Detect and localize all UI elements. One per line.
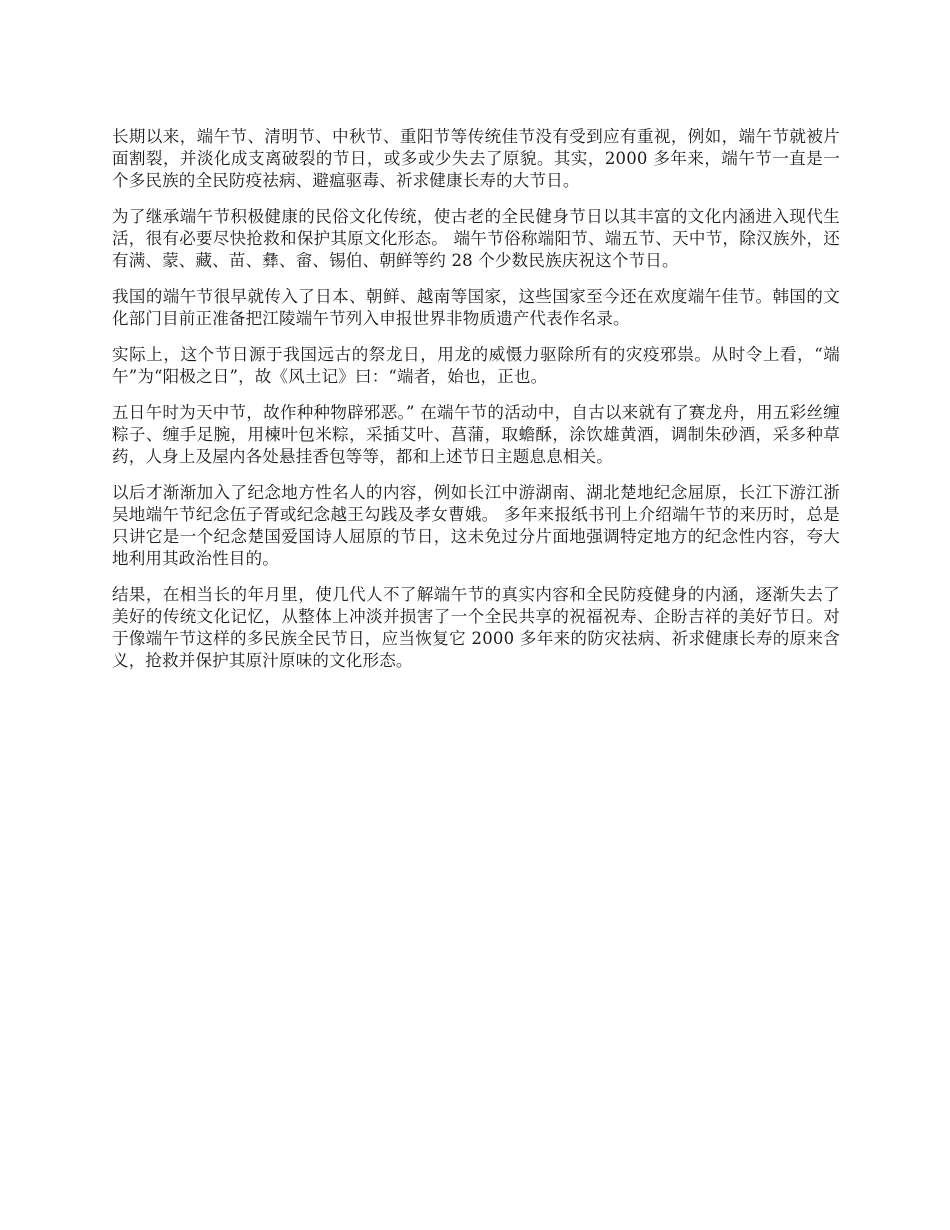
- paragraph-1: 长期以来，端午节、清明节、中秋节、重阳节等传统佳节没有受到应有重视，例如，端午节就被片面割裂，并淡化成支离破裂的节日，或多或少失去了原貌。其实，2000 多年来，端午节一直是一个多民族的全民防疫祛病、避瘟驱毒、祈求健康长寿的大节日。: [112, 127, 840, 190]
- paragraph-4: 实际上，这个节日源于我国远古的祭龙日，用龙的威慑力驱除所有的灾疫邪祟。从时令上看，“端午”为“阳极之日”，故《风土记》曰：“端者，始也，正也。: [112, 345, 840, 386]
- paragraph-3: 我国的端午节很早就传入了日本、朝鲜、越南等国家，这些国家至今还在欢度端午佳节。韩国的文化部门目前正准备把江陵端午节列入申报世界非物质遗产代表作名录。: [112, 287, 840, 328]
- paragraph-2: 为了继承端午节积极健康的民俗文化传统，使古老的全民健身节日以其丰富的文化内涵进入现代生活，很有必要尽快抢救和保护其原文化形态。 端午节俗称端阳节、端五节、天中节，除汉族外，还有满、蒙、藏、苗、彝、畲、锡伯、朝鲜等约 28 个少数民族庆祝这个节日。: [112, 207, 840, 270]
- document-page: [112, 126, 840, 686]
- paragraph-6: 以后才渐渐加入了纪念地方性名人的内容，例如长江中游湖南、湖北楚地纪念屈原，长江下游江浙吴地端午节纪念伍子胥或纪念越王勾践及孝女曹娥。 多年来报纸书刊上介绍端午节的来历时，总是只讲它是一个纪念楚国爱国诗人屈原的节日，这未免过分片面地强调特定地方的纪念性内容，夸大地利用其政治性目的。: [112, 483, 840, 568]
- paragraph-7: 结果，在相当长的年月里，使几代人不了解端午节的真实内容和全民防疫健身的内涵，逐渐失去了美好的传统文化记忆，从整体上冲淡并损害了一个全民共享的祝福祝寿、企盼吉祥的美好节日。对于像端午节这样的多民族全民节日，应当恢复它 2000 多年来的防灾祛病、祈求健康长寿的原来含义，抢救并保护其原汁原味的文化形态。: [112, 585, 840, 670]
- paragraph-5: 五日午时为天中节，故作种种物辟邪恶。” 在端午节的活动中，自古以来就有了赛龙舟，用五彩丝缠粽子、缠手足腕，用楝叶包米粽，采插艾叶、菖蒲，取蟾酥，涂饮雄黄酒，调制朱砂酒，采多种草药，人身上及屋内各处悬挂香包等等，都和上述节日主题息息相关。: [112, 403, 840, 466]
